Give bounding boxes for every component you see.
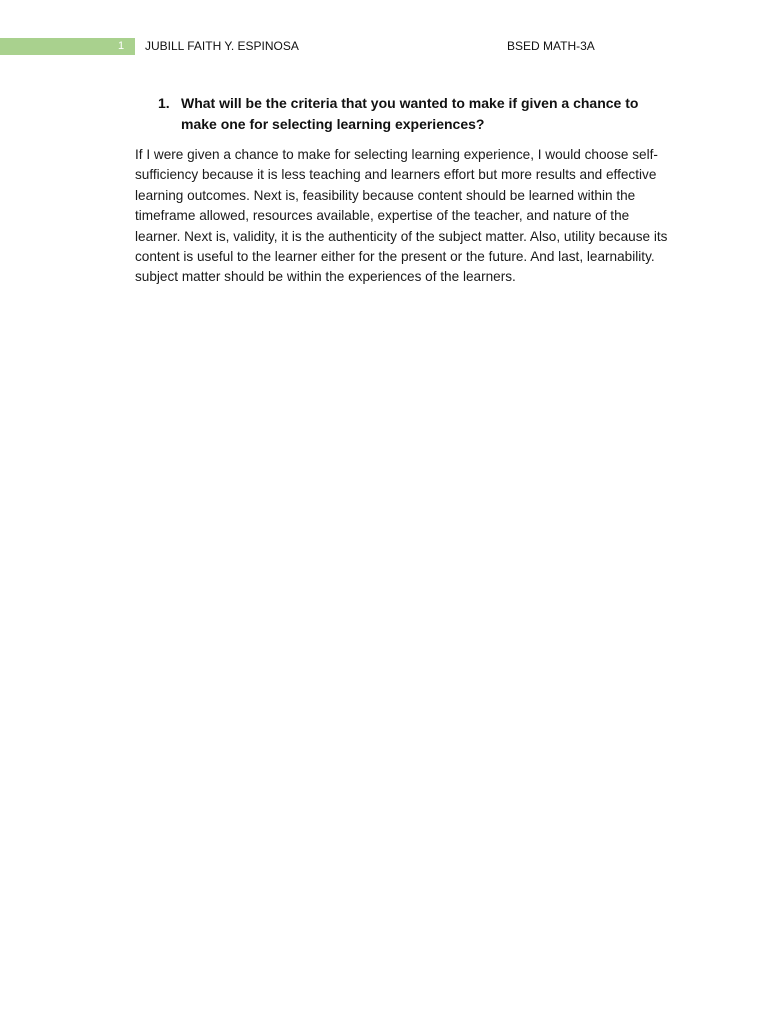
question-text: What will be the criteria that you wanted to make if given a chance to make one for selecting learning experiences?: [181, 95, 639, 132]
course-label: BSED MATH-3A: [507, 39, 595, 53]
header-accent-bar: [0, 38, 135, 55]
author-name: JUBILL FAITH Y. ESPINOSA: [145, 39, 299, 53]
question-number: 1.: [158, 95, 170, 111]
answer-paragraph: If I were given a chance to make for selecting learning experience, I would choose self-sufficiency because it is less teaching and learners effort but more results and effective learning outcomes. Next is, feasibility because content should be learned within the timeframe allowed, resources available, expertise of the teacher, and nature of the learner. Next is, validity, it is the authenticity of the subject matter. Also, utility because its content is useful to the learner either for the present or the future. And last, learnability. subject matter should be within the experiences of the learners.: [135, 147, 668, 285]
page-number: 1: [118, 40, 125, 52]
question-item: [158, 93, 668, 135]
